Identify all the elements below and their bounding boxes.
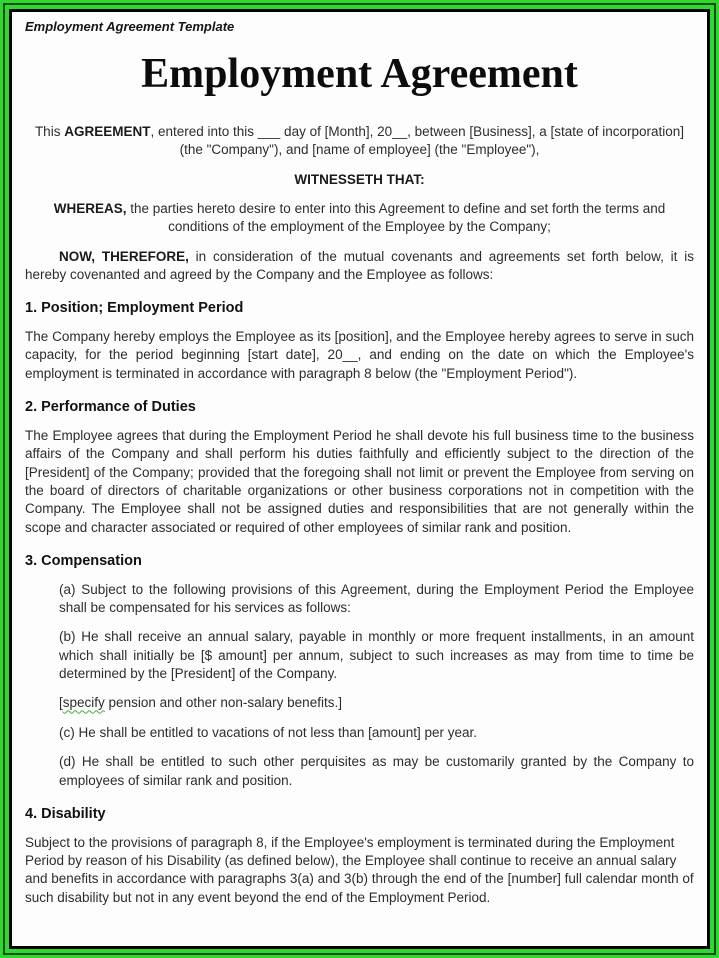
compensation-item-b: (b) He shall receive an annual salary, payable in monthly or more frequent installments, in an amount which shall initially be [$ amount] per annum, subject to such increases as may from time to time be determined by the [President] of the Company. bbox=[59, 629, 694, 682]
template-header-label: Employment Agreement Template bbox=[25, 19, 235, 34]
benefits-note-open-bracket: [ bbox=[59, 695, 63, 711]
paragraph-now-therefore bbox=[25, 248, 694, 285]
paragraph-position-employment-period: The Company hereby employs the Employee as its [position], and the Employee hereby agrees to serve in such capacity, for the period beginning [start date], 20__, and ending on the date on which the Employee's employment is terminated in accordance with paragraph 8 below (the "Employment Period"). bbox=[25, 329, 694, 381]
green-frame-dark-line bbox=[3, 3, 716, 955]
green-frame-inner bbox=[5, 5, 714, 953]
heading-disability: 4. Disability bbox=[25, 805, 106, 822]
heading-performance-of-duties: 2. Performance of Duties bbox=[25, 399, 196, 416]
whereas-bold-text: WHEREAS, bbox=[53, 200, 127, 216]
document-page bbox=[9, 9, 710, 949]
heading-position-employment-period: 1. Position; Employment Period bbox=[25, 300, 244, 317]
compensation-item-d: (d) He shall be entitled to such other perquisites as may be customarily granted by the Company to employees of similar rank and position. bbox=[59, 754, 694, 788]
intro-prefix-text: This bbox=[34, 123, 65, 139]
intro-rest-text: , entered into this ___ day of [Month], 20__, between [Business], a [state of incorporation] (the "Company"), and [name of employee] (the "Employee"), bbox=[150, 123, 685, 158]
document-title: Employment Agreement bbox=[141, 50, 578, 97]
now-therefore-rest-text: in consideration of the mutual covenants and agreements set forth below, it is hereby covenanted and agreed by the Company and the Employee as follows: bbox=[25, 248, 694, 282]
compensation-item-c: (c) He shall be entitled to vacations of not less than [amount] per year. bbox=[59, 724, 477, 740]
compensation-benefits-note bbox=[59, 694, 694, 712]
whereas-rest-text: the parties hereto desire to enter into this Agreement to define and set forth the terms and conditions of the employment of the Employee by the Company; bbox=[126, 200, 666, 235]
benefits-note-misspelled-word: specify bbox=[62, 695, 105, 711]
compensation-item-a: (a) Subject to the following provisions of this Agreement, during the Employment Period the Employee shall be compensated for his services as follows: bbox=[59, 581, 694, 616]
compensation-sub-items bbox=[25, 581, 694, 790]
witnesseth-line: WITNESSETH THAT: bbox=[294, 171, 425, 187]
paragraph-intro bbox=[25, 123, 694, 160]
heading-compensation: 3. Compensation bbox=[25, 552, 142, 569]
benefits-note-rest-text: pension and other non-salary benefits.] bbox=[104, 695, 342, 711]
paragraph-disability: Subject to the provisions of paragraph 8, if the Employee's employment is terminated during the Employment Period by reason of his Disability (as defined below), the Employee shall continue to receive an annual salary and benefits in accordance with paragraphs 3(a) and 3(b) through the end of the [number] full calendar month of such disability but not in any event beyond the end of the Employment Period. bbox=[25, 834, 694, 905]
paragraph-performance-of-duties: The Employee agrees that during the Employment Period he shall devote his full business time to the business affairs of the Company and shall perform his duties faithfully and efficiently subject to the direction of the [President] of the Company; provided that the foregoing shall not limit or prevent the Employee from serving on the board of directors of charitable organizations or other business corporations not in competition with the Company. The Employee shall not be assigned duties and responsibilities that are not generally within the scope and character associated or required of other employees of similar rank and position. bbox=[25, 427, 694, 535]
now-therefore-bold-text: NOW, THEREFORE, bbox=[59, 248, 189, 264]
paragraph-whereas bbox=[25, 200, 694, 237]
intro-bold-text: AGREEMENT bbox=[64, 123, 151, 139]
